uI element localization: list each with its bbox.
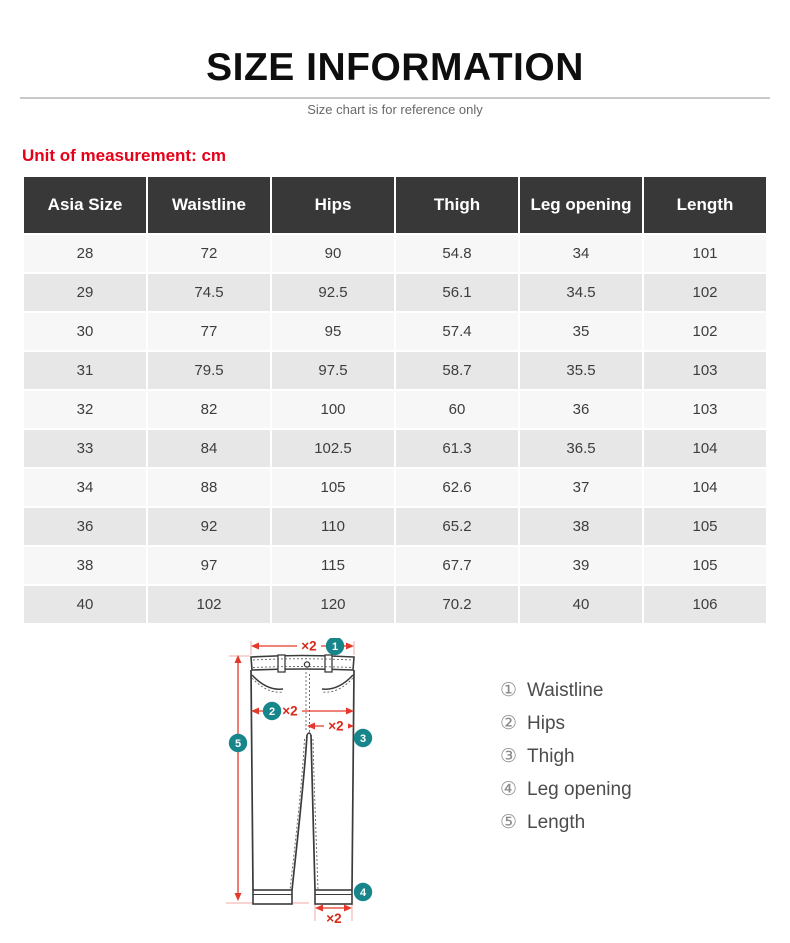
table-cell: 120 [271,585,395,624]
extension-lines [226,638,354,921]
table-row [23,390,767,429]
left-inseam [292,735,307,890]
table-cell: 95 [271,312,395,351]
table-cell: 82 [147,390,271,429]
table-cell: 103 [643,351,767,390]
table-cell: 33 [23,429,147,468]
table-row [23,429,767,468]
unit-of-measurement-note: Unit of measurement: cm [22,146,227,165]
right-outer-seam [352,670,354,890]
left-pocket [252,675,283,689]
table-cell: 105 [643,507,767,546]
table-cell: 115 [271,546,395,585]
table-row [23,546,767,585]
legend-item [500,806,632,839]
legend-item [500,707,632,740]
table-row [23,507,767,546]
table-cell: 40 [23,585,147,624]
table-cell: 28 [23,234,147,273]
table-cell: 30 [23,312,147,351]
table-header-row [23,176,767,234]
legend-label: Hips [527,712,566,734]
table-cell: 105 [271,468,395,507]
table-cell: 102 [147,585,271,624]
legend-number-icon: ② [500,712,518,734]
measurement-legend [500,674,632,839]
table-cell: 34 [519,234,643,273]
size-table-body [23,234,767,624]
legend-number-icon: ④ [500,778,518,800]
table-header-cell: Length [643,176,767,234]
table-cell: 37 [519,468,643,507]
table-cell: 62.6 [395,468,519,507]
table-cell: 90 [271,234,395,273]
waistline-x2-label: ×2 [301,638,317,654]
table-cell: 97 [147,546,271,585]
table-header-cell: Leg opening [519,176,643,234]
belt-loop [325,655,332,672]
table-header-cell: Hips [271,176,395,234]
table-cell: 97.5 [271,351,395,390]
pants-measurement-diagram [225,638,475,938]
table-cell: 34 [23,468,147,507]
hips-x2-label: ×2 [282,703,298,719]
marker-4-number: 4 [359,887,367,899]
page-title: SIZE INFORMATION [206,46,584,89]
marker-2-number: 2 [268,706,276,718]
table-cell: 74.5 [147,273,271,312]
belt-loop [278,655,285,672]
table-cell: 29 [23,273,147,312]
table-cell: 32 [23,390,147,429]
table-cell: 35.5 [519,351,643,390]
table-cell: 54.8 [395,234,519,273]
legend-label: Waistline [527,679,604,701]
leg-opening-x2-label: ×2 [326,911,342,926]
table-cell: 65.2 [395,507,519,546]
table-header-cell: Asia Size [23,176,147,234]
table-cell: 100 [271,390,395,429]
table-cell: 40 [519,585,643,624]
table-cell: 38 [23,546,147,585]
right-inseam [311,735,315,890]
table-cell: 31 [23,351,147,390]
table-cell: 105 [643,546,767,585]
table-row [23,585,767,624]
table-cell: 102 [643,273,767,312]
marker-5-number: 5 [234,738,242,750]
waistband [251,656,354,671]
table-cell: 92 [147,507,271,546]
table-cell: 88 [147,468,271,507]
table-cell: 104 [643,468,767,507]
size-table [22,175,768,625]
table-row [23,312,767,351]
table-cell: 34.5 [519,273,643,312]
table-header-cell: Waistline [147,176,271,234]
title-divider [20,97,770,99]
table-cell: 84 [147,429,271,468]
table-cell: 67.7 [395,546,519,585]
marker-1-number: 1 [331,641,339,653]
table-cell: 72 [147,234,271,273]
table-cell: 61.3 [395,429,519,468]
legend-item [500,740,632,773]
legend-number-icon: ① [500,679,518,701]
pants-outline [251,655,354,904]
legend-number-icon: ⑤ [500,811,518,833]
table-cell: 38 [519,507,643,546]
legend-item [500,674,632,707]
legend-label: Length [527,811,586,833]
table-row [23,351,767,390]
table-cell: 56.1 [395,273,519,312]
right-cuff [315,890,352,904]
left-outer-seam [251,670,253,890]
legend-item [500,773,632,806]
table-cell: 110 [271,507,395,546]
table-cell: 102.5 [271,429,395,468]
stitching-lines [252,659,353,890]
table-cell: 39 [519,546,643,585]
table-cell: 57.4 [395,312,519,351]
legend-number-icon: ③ [500,745,518,767]
table-cell: 92.5 [271,273,395,312]
table-cell: 103 [643,390,767,429]
table-cell: 101 [643,234,767,273]
right-pocket [322,675,353,689]
table-cell: 36 [519,390,643,429]
marker-3-number: 3 [359,733,367,745]
legend-label: Leg opening [527,778,632,800]
table-cell: 104 [643,429,767,468]
thigh-x2-label: ×2 [328,718,344,734]
table-cell: 102 [643,312,767,351]
page-subtitle: Size chart is for reference only [307,102,483,117]
table-cell: 77 [147,312,271,351]
table-cell: 60 [395,390,519,429]
table-header-cell: Thigh [395,176,519,234]
table-cell: 79.5 [147,351,271,390]
table-cell: 70.2 [395,585,519,624]
table-row [23,468,767,507]
table-row [23,273,767,312]
legend-label: Thigh [527,745,575,767]
size-table-head [23,176,767,234]
left-cuff [253,890,292,904]
table-cell: 35 [519,312,643,351]
table-row [23,234,767,273]
table-cell: 106 [643,585,767,624]
table-cell: 36 [23,507,147,546]
table-cell: 36.5 [519,429,643,468]
crotch-seam [307,733,311,735]
table-cell: 58.7 [395,351,519,390]
